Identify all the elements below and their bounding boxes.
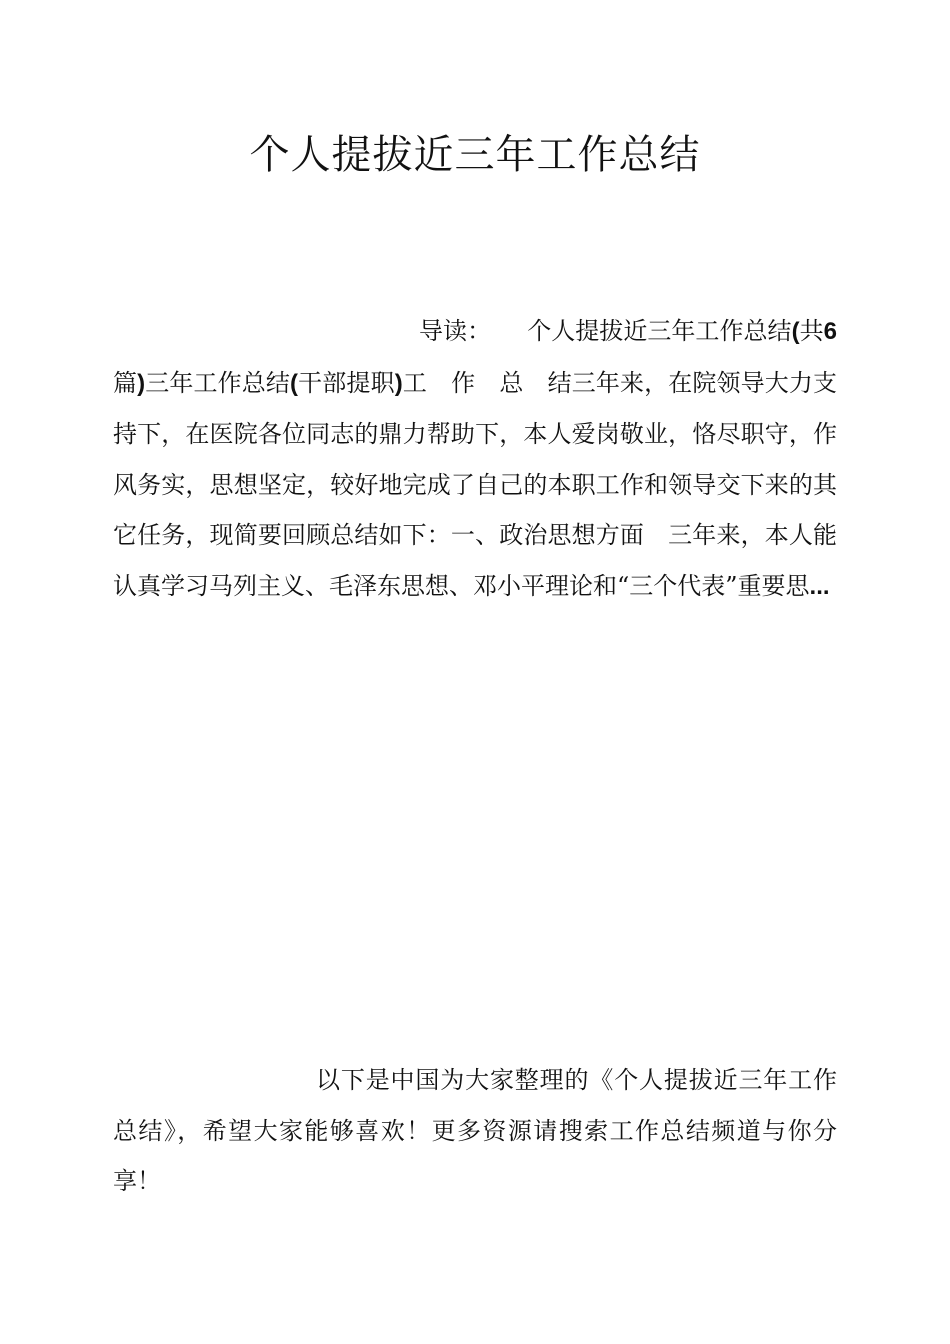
intro-paragraph [113,306,837,612]
intro-label: 导读： [419,317,480,345]
intro-text-2: 共 [799,317,824,345]
intro-paren-close-1: ) [137,369,146,397]
intro-body: 工 作 总 结三年来，在院领导大力支持下，在医院各位同志的鼎力帮助下，本人爱岗敬业，恪尽职守，作风务实，思想坚定，较好地完成了自己的本职工作和领导交下来的其它任务，现简要回顾总结如下：一、政治思想方面 三年来，本人能认真学习马列主义、毛泽东思想、邓小平理论和“三个代表”重要思 [113,368,838,600]
intro-text-5: 干部提职 [298,368,395,397]
intro-count: 6 [823,318,838,345]
intro-text-4: 三年工作总结 [145,368,291,397]
intro-ellipsis: ... [809,572,830,600]
intro-paren-open-2: ( [290,369,299,397]
outro-paragraph: 以下是中国为大家整理的《个人提拔近三年工作总结》，希望大家能够喜欢！更多资源请搜索工作总结频道与你分享！ [113,1066,837,1195]
intro-paren-open-1: ( [791,318,800,345]
intro-text-3: 篇 [113,368,138,397]
document-title: 个人提拔近三年工作总结 [249,131,701,178]
intro-paren-close-2: ) [394,369,403,397]
intro-text-1: 个人提拔近三年工作总结 [527,317,792,345]
